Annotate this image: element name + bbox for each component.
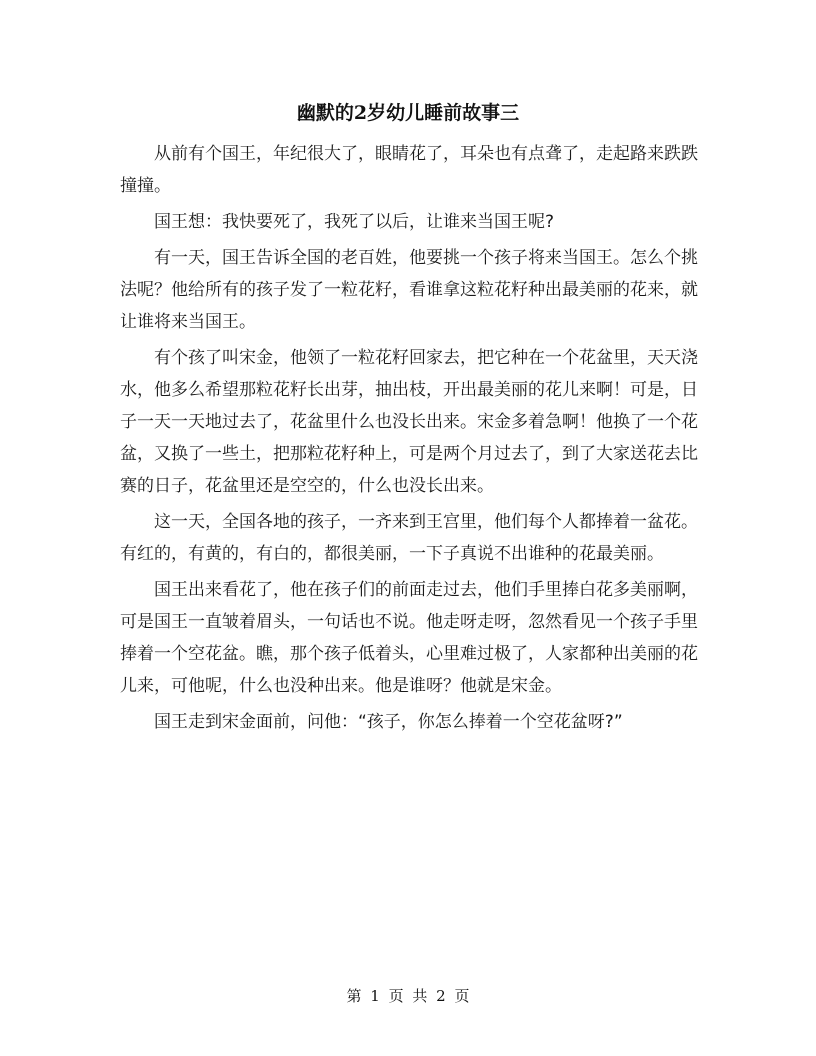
paragraph: 有个孩了叫宋金，他领了一粒花籽回家去，把它种在一个花盆里，天天浇水，他多么希望那粒花籽长出芽，抽出枝，开出最美丽的花儿来啊！可是，日子一天一天地过去了，花盆里什么也没长出来。宋金多着急啊！他换了一个花盆，又换了一些土，把那粒花籽种上，可是两个月过去了，到了大家送花去比赛的日子，花盆里还是空空的，什么也没长出来。 xyxy=(120,348,698,496)
paragraph: 国王出来看花了，他在孩子们的前面走过去，他们手里捧白花多美丽啊，可是国王一直皱着眉头，一句话也不说。他走呀走呀，忽然看见一个孩子手里捧着一个空花盆。瞧，那个孩子低着头，心里难过极了，人家都种出美丽的花儿来，可他呢，什么也没种出来。他是谁呀？他就是宋金。 xyxy=(120,580,698,696)
paragraph: 这一天，全国各地的孩子，一齐来到王宫里，他们每个人都捧着一盆花。有红的，有黄的，有白的，都很美丽，一下子真说不出谁种的花最美丽。 xyxy=(120,512,698,564)
document-body xyxy=(120,138,698,742)
document-title: 幽默的2岁幼儿睡前故事三 xyxy=(296,102,520,124)
paragraph: 有一天，国王告诉全国的老百姓，他要挑一个孩子将来当国王。怎么个挑法呢？他给所有的孩子发了一粒花籽，看谁拿这粒花籽种出最美丽的花来，就让谁将来当国王。 xyxy=(120,248,698,332)
paragraph: 从前有个国王，年纪很大了，眼睛花了，耳朵也有点聋了，走起路来跌跌撞撞。 xyxy=(120,144,698,196)
paragraph: 国王想：我快要死了，我死了以后，让谁来当国王呢? xyxy=(154,212,555,232)
paragraph: 国王走到宋金面前，问他：“孩子，你怎么捧着一个空花盆呀?” xyxy=(154,712,623,732)
page-number-footer: 第 1 页 共 2 页 xyxy=(346,987,470,1005)
